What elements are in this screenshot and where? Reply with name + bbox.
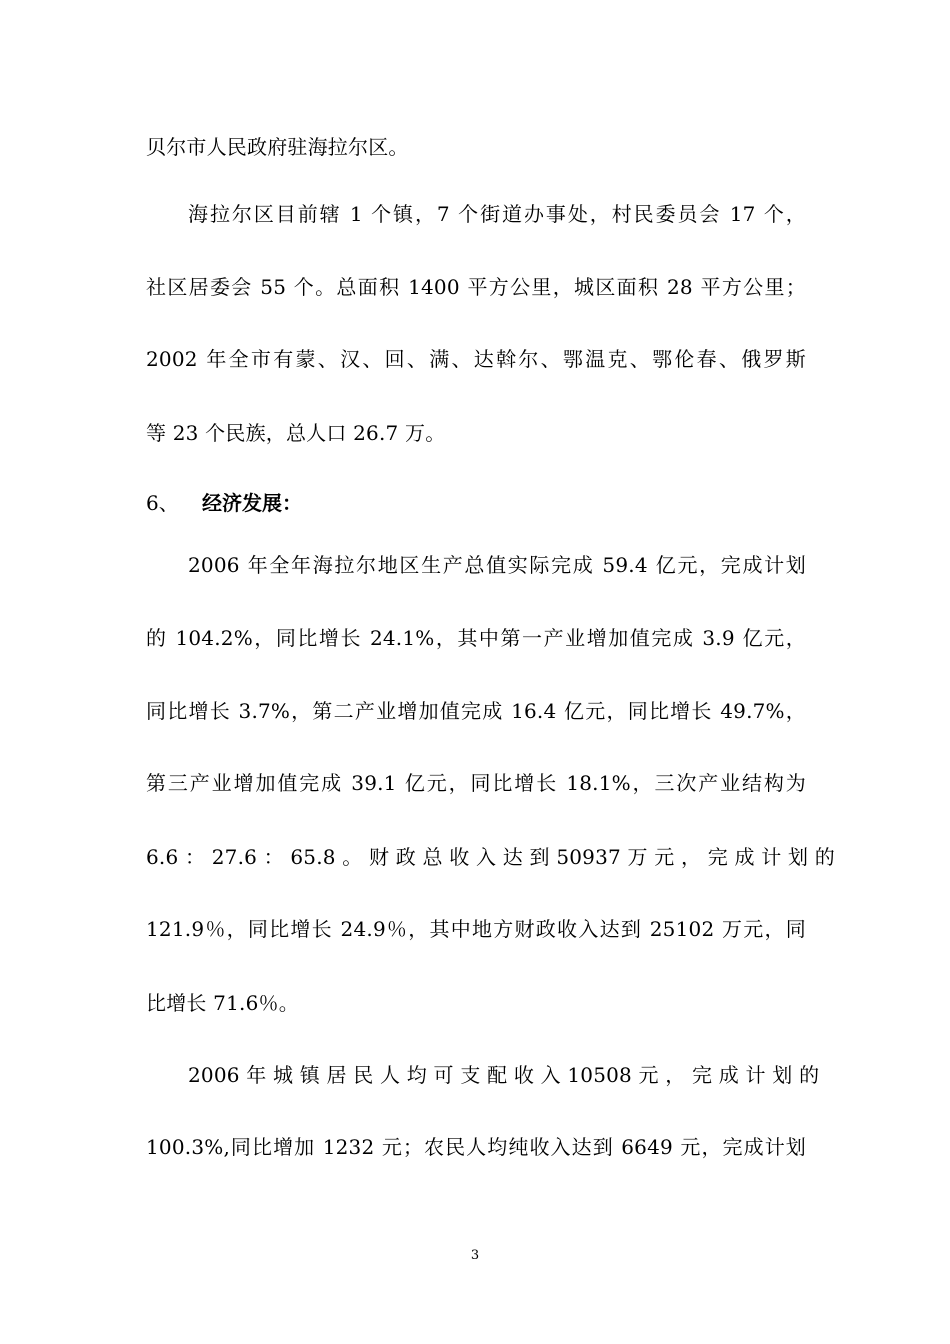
section-heading — [146, 488, 302, 518]
paragraph3-line-3: 同比增长 3.7%，第二产业增加值完成 16.4 亿元，同比增长 49.7%， — [146, 699, 806, 723]
paragraph1-line-1: 贝尔市人民政府驻海拉尔区。 — [146, 135, 409, 159]
paragraph4-line-2: 100.3%,同比增加 1232 元；农民人均纯收入达到 6649 元，完成计划 — [146, 1135, 806, 1159]
section-number: 6、 — [146, 491, 179, 515]
paragraph3-line-2: 的 104.2%，同比增长 24.1%，其中第一产业增加值完成 3.9 亿元， — [146, 626, 806, 650]
paragraph2-line-1: 海拉尔区目前辖 1 个镇，7 个街道办事处，村民委员会 17 个， — [188, 202, 806, 226]
paragraph2-line-2: 社区居委会 55 个。总面积 1400 平方公里，城区面积 28 平方公里； — [146, 275, 806, 299]
paragraph3-line-5: 6.6 ： 27.6 ： 65.8 。 财 政 总 收 入 达 到 50937 万 元 ， 完 成 计 划 的 — [146, 845, 835, 869]
section-title: 经济发展： — [202, 491, 302, 515]
paragraph3-line-7: 比增长 71.6％。 — [146, 991, 299, 1015]
paragraph4-line-1: 2006 年 城 镇 居 民 人 均 可 支 配 收 入 10508 元 ， 完 成 计 划 的 — [188, 1063, 820, 1087]
paragraph3-line-6: 121.9％，同比增长 24.9％，其中地方财政收入达到 25102 万元，同 — [146, 917, 806, 941]
paragraph3-line-1: 2006 年全年海拉尔地区生产总值实际完成 59.4 亿元，完成计划 — [188, 553, 806, 577]
paragraph2-line-3: 2002 年全市有蒙、汉、回、满、达斡尔、鄂温克、鄂伦春、俄罗斯 — [146, 347, 806, 371]
paragraph2-line-4: 等 23 个民族，总人口 26.7 万。 — [146, 421, 446, 445]
paragraph3-line-4: 第三产业增加值完成 39.1 亿元，同比增长 18.1%，三次产业结构为 — [146, 771, 806, 795]
page-number: 3 — [470, 1248, 480, 1263]
